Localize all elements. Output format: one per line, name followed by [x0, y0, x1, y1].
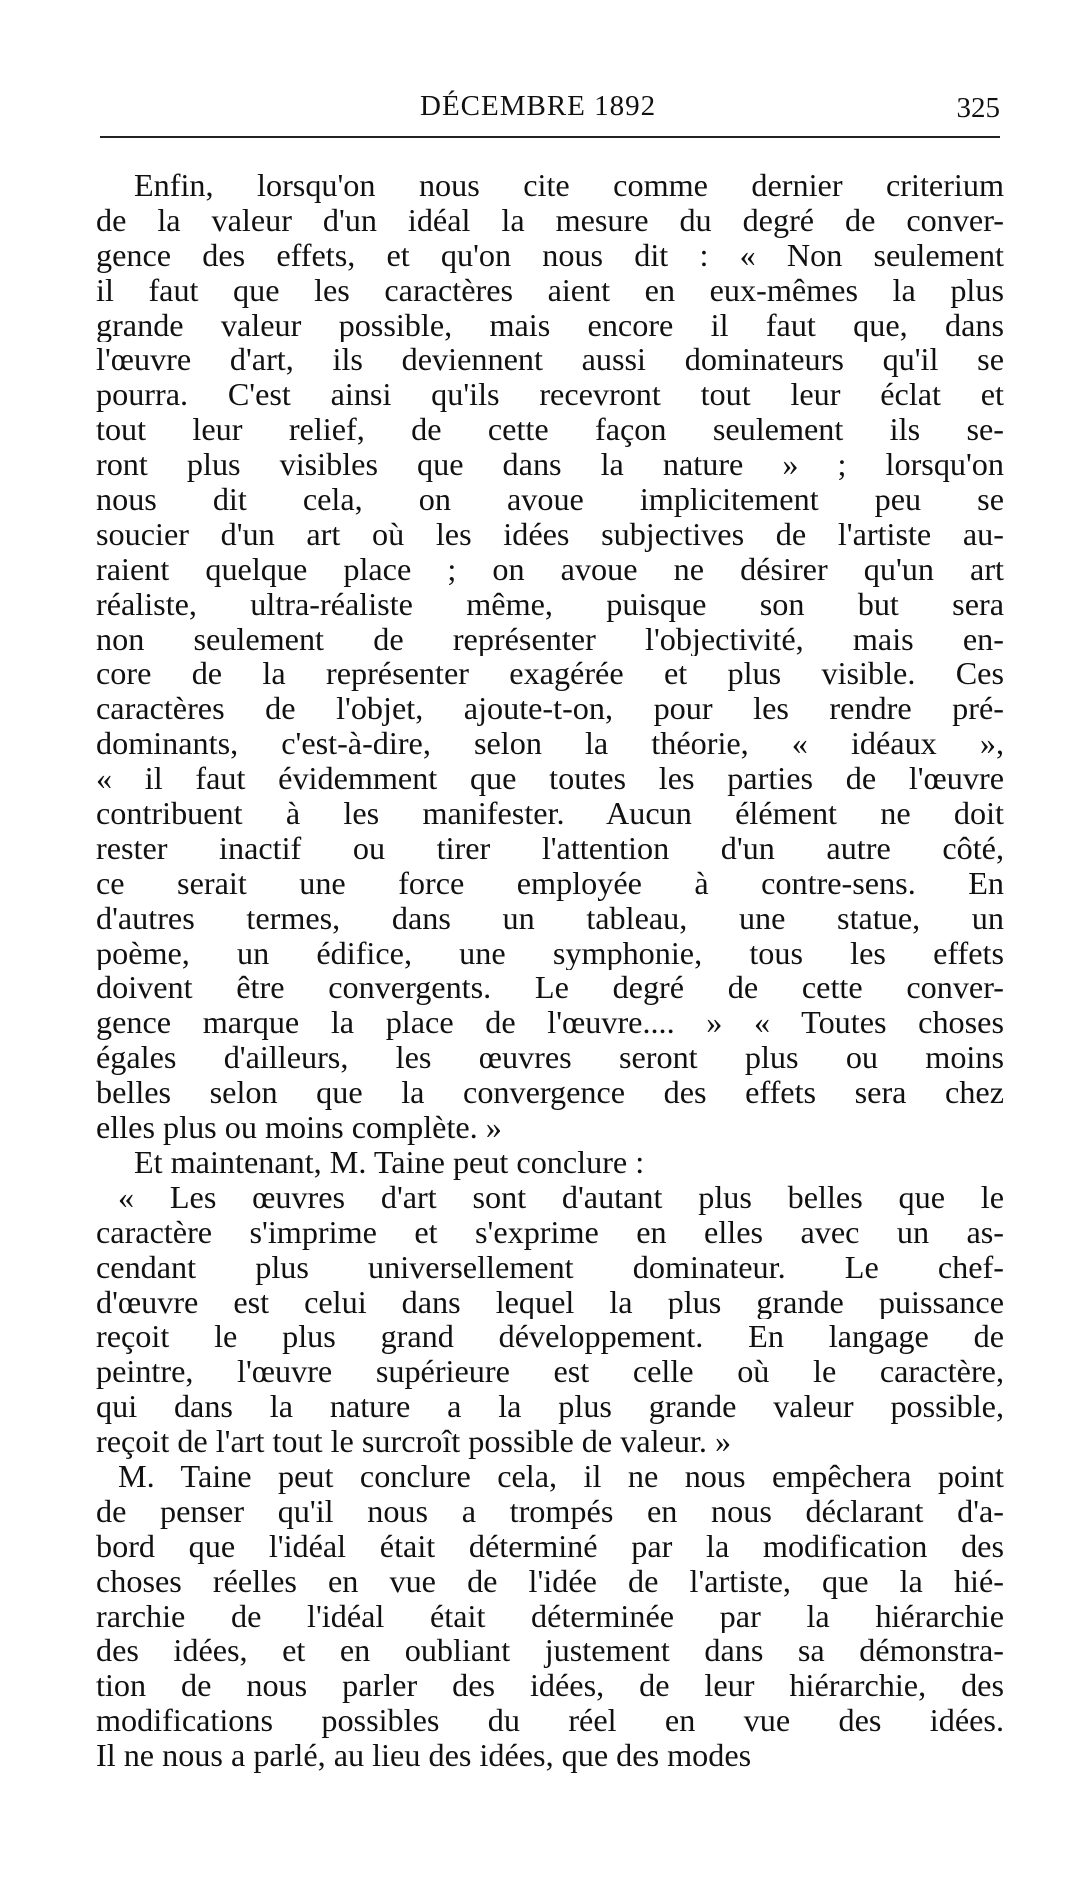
text-line: d'œuvre est celui dans lequel la plus grande puissance	[96, 1284, 1004, 1320]
page-number: 325	[956, 92, 1000, 124]
text-line: ce serait une force employée à contre-sens. En	[96, 865, 1004, 901]
text-line: contribuent à les manifester. Aucun élément ne doit	[96, 796, 1004, 831]
text-line: caractère s'imprime et s'exprime en elles avec un as-	[96, 1214, 1004, 1250]
text-line: M. Taine peut conclure cela, il ne nous empêchera point	[118, 1458, 1004, 1494]
text-line: qui dans la nature a la plus grande valeur possible,	[96, 1389, 1004, 1425]
text-line: belles selon que la convergence des effets sera chez	[96, 1075, 1004, 1111]
text-line: grande valeur possible, mais encore il faut que, dans	[96, 307, 1004, 343]
text-line: « il faut évidemment que toutes les parties de l'œuvre	[96, 761, 1004, 797]
text-line: dominants, c'est-à-dire, selon la théorie, « idéaux »,	[96, 726, 1004, 762]
text-line: tion de nous parler des idées, de leur hiérarchie, des	[96, 1668, 1004, 1704]
text-line: « Les œuvres d'art sont d'autant plus belles que le	[118, 1179, 1004, 1215]
text-line: Et maintenant, M. Taine peut conclure :	[134, 1144, 645, 1180]
page-header	[100, 80, 1000, 132]
text-line: caractères de l'objet, ajoute-t-on, pour les rendre pré-	[96, 691, 1004, 727]
text-line: pourra. C'est ainsi qu'ils recevront tout leur éclat et	[96, 377, 1004, 413]
text-line: gence marque la place de l'œuvre.... » « Toutes choses	[96, 1005, 1004, 1041]
text-line: non seulement de représenter l'objectivité, mais en-	[96, 621, 1004, 657]
text-line: cendant plus universellement dominateur. Le chef-	[96, 1249, 1004, 1285]
text-line: de penser qu'il nous a trompés en nous déclarant d'a-	[96, 1493, 1004, 1529]
text-line: core de la représenter exagérée et plus visible. Ces	[96, 656, 1004, 692]
text-line: modifications possibles du réel en vue des idées.	[96, 1703, 1004, 1739]
text-line: de la valeur d'un idéal la mesure du degré de conver-	[96, 202, 1004, 238]
text-line: doivent être convergents. Le degré de cette conver-	[96, 970, 1004, 1006]
text-line: rarchie de l'idéal était déterminée par la hiérarchie	[96, 1598, 1004, 1634]
text-line: des idées, et en oubliant justement dans sa démonstra-	[96, 1633, 1004, 1669]
paragraph	[96, 1459, 1004, 1773]
running-head: DÉCEMBRE 1892	[420, 90, 657, 122]
body-text	[96, 168, 1004, 1773]
text-line: Enfin, lorsqu'on nous cite comme dernier criterium	[134, 168, 1004, 203]
paragraph	[96, 1145, 1004, 1180]
text-line: l'œuvre d'art, ils deviennent aussi dominateurs qu'il se	[96, 342, 1004, 378]
text-line: tout leur relief, de cette façon seulement ils se-	[96, 412, 1004, 448]
paragraph	[96, 1180, 1004, 1459]
text-line: réaliste, ultra-réaliste même, puisque son but sera	[96, 586, 1004, 622]
text-line: d'autres termes, dans un tableau, une statue, un	[96, 900, 1004, 936]
text-line: raient quelque place ; on avoue ne désirer qu'un art	[96, 551, 1004, 587]
text-line: choses réelles en vue de l'idée de l'artiste, que la hié-	[96, 1563, 1004, 1599]
header-rule	[100, 136, 1000, 138]
text-line: peintre, l'œuvre supérieure est celle où le caractère,	[96, 1354, 1004, 1390]
text-line: elles plus ou moins complète. »	[96, 1110, 502, 1145]
text-line: ront plus visibles que dans la nature » ; lorsqu'on	[96, 447, 1004, 483]
text-line: rester inactif ou tirer l'attention d'un autre côté,	[96, 830, 1004, 866]
text-line: égales d'ailleurs, les œuvres seront plus ou moins	[96, 1040, 1004, 1076]
text-line: bord que l'idéal était déterminé par la modification des	[96, 1528, 1004, 1564]
text-line: Il ne nous a parlé, au lieu des idées, que des modes	[96, 1738, 752, 1773]
text-line: il faut que les caractères aient en eux-mêmes la plus	[96, 272, 1004, 308]
text-line: nous dit cela, on avoue implicitement peu se	[96, 482, 1004, 517]
text-line: reçoit le plus grand développement. En langage de	[96, 1319, 1004, 1355]
text-line: soucier d'un art où les idées subjectives de l'artiste au-	[96, 516, 1004, 552]
text-line: reçoit de l'art tout le surcroît possible de valeur. »	[96, 1424, 732, 1459]
text-line: poème, un édifice, une symphonie, tous les effets	[96, 935, 1004, 971]
text-line: gence des effets, et qu'on nous dit : « Non seulement	[96, 237, 1004, 273]
paragraph	[96, 168, 1004, 1145]
